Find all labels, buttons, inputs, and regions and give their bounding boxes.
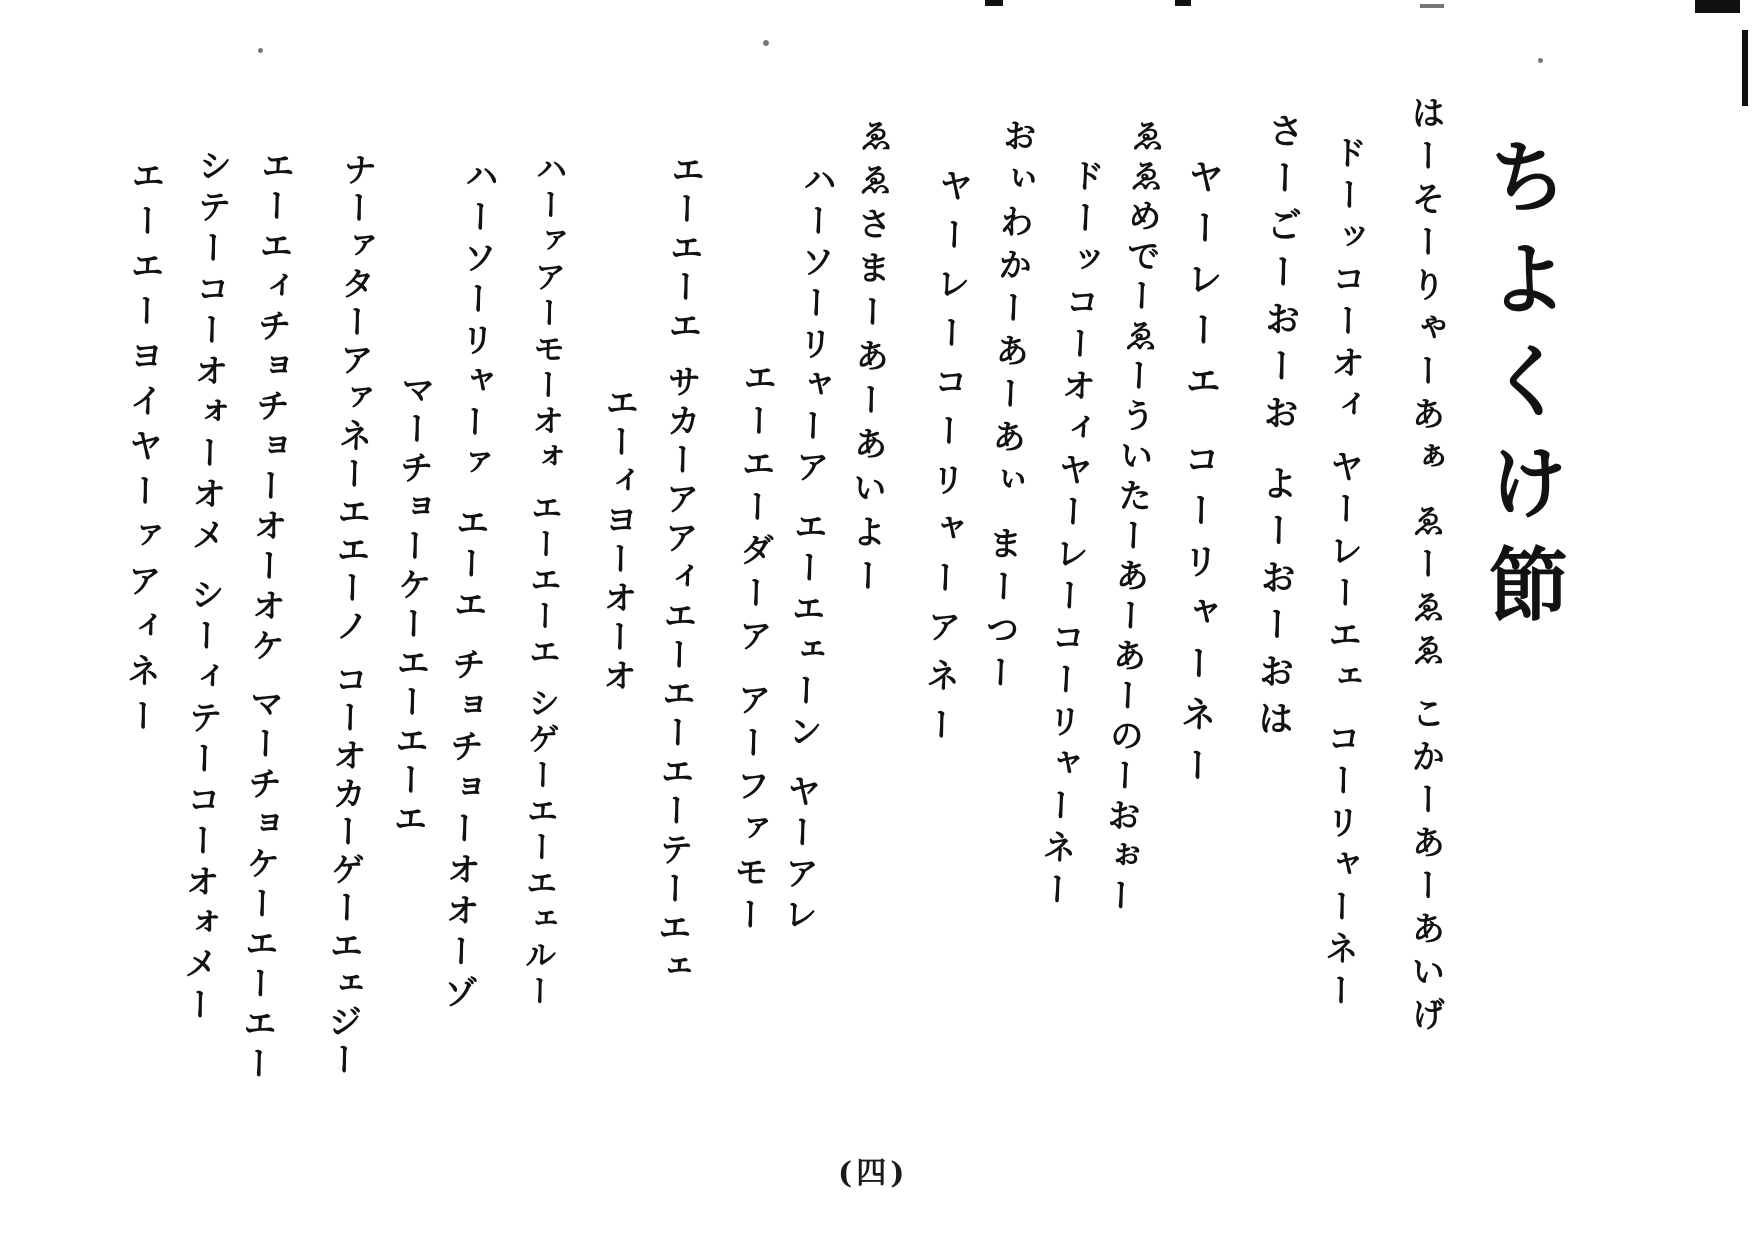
lyrics-column: ハーソーリャーァ エーエ チョチョーオオーゾ (436, 157, 499, 1016)
lyrics-column: マーチョーケーエーエーエ (386, 371, 435, 841)
lyrics-column: ヤーレーコーリャーアネー (917, 167, 973, 757)
lyrics-column: エーィヨーオーオ (596, 384, 639, 698)
scan-artifact (258, 48, 263, 53)
scan-artifact (1420, 4, 1444, 8)
lyrics-column: エーエーエ サカーアアィエーエーエーテーエェ (650, 151, 705, 989)
scan-artifact (1695, 0, 1740, 13)
lyrics-column: ハーァアーモーオォ エーエーエ シゲーエーエェルー (519, 151, 569, 1011)
lyrics-column: ゑゑめでーゑーういたーあーあーのーおぉー (1097, 117, 1165, 919)
lyrics-column: ナーァターアァネーエエーノ コーオカーゲーエェジー (320, 151, 377, 1081)
lyrics-column: ヤーレーエ コーリャーネー (1174, 157, 1225, 798)
scan-artifact (1538, 58, 1543, 63)
page-number: (四) (838, 1156, 909, 1191)
lyrics-column: ドーッコーオィ ヤーレーエェ コーリャーネー (1317, 134, 1367, 1015)
page-title: ちよくけ節 (1475, 135, 1569, 645)
lyrics-column: シテーコーオォーオメ シーィテーコーオォメー (176, 147, 232, 1029)
scan-artifact (763, 40, 769, 46)
lyrics-column: ドーッコーオィヤーレーコーリャーネー (1033, 157, 1105, 915)
lyrics-column: さーごーおーお よーおーおは (1251, 111, 1305, 747)
lyrics-column: エーエィチョチョーオーオケ マーチョケーエーエー (235, 147, 295, 1087)
scan-artifact (985, 0, 1003, 6)
lyrics-column: エーエーダーア アーファモー (726, 359, 777, 941)
scan-artifact (1175, 0, 1191, 6)
scan-artifact (1742, 30, 1748, 106)
lyrics-column: ハーソーリャーア エーエェーン ヤーアレ (776, 161, 837, 938)
lyrics-column: はーそーりゃーあぁ ゑーゑゑ こかーあーあいげ (1405, 95, 1445, 1040)
lyrics-column: エーエーヨイヤーァアィネー (119, 157, 165, 744)
lyrics-column: おぃわかーあーあぃ まーつー (976, 117, 1037, 699)
lyrics-column: ゑゑさまーあーあいよー (844, 117, 893, 603)
